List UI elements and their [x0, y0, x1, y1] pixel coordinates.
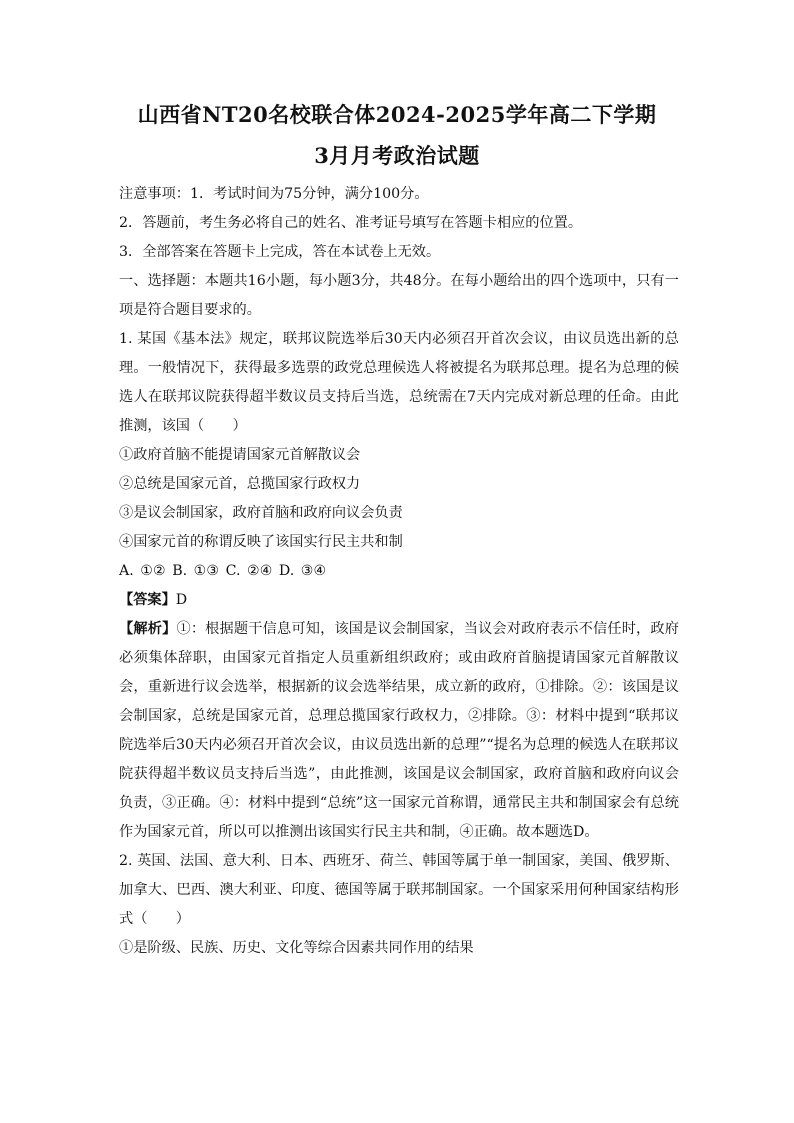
note-2: 2．答题前，考生务必将自己的姓名、准考证号填写在答题卡相应的位置。 — [119, 215, 583, 231]
note-3: 3．全部答案在答题卡上完成，答在本试卷上无效。 — [119, 244, 441, 260]
note-1: 注意事项：1．考试时间为75分钟，满分100分。 — [119, 186, 429, 202]
question-1-stem: 1. 某国《基本法》规定，联邦议院选举后30天内必须召开首次会议，由议员选出新的总理。一般情况下，获得最多选票的政党总理候选人将被提名为联邦总理。提名为总理的候选人在联邦议院获得超半数议员支持后当选，总统需在7天内完成对新总理的任命。由此推测，该国（ ） — [119, 331, 679, 434]
question-1-item-2: ②总统是国家元首，总揽国家行政权力 — [119, 476, 361, 492]
answer-label: 【答案】 — [119, 592, 176, 608]
question-1-item-3: ③是议会制国家，政府首脑和政府向议会负责 — [119, 505, 403, 521]
exam-content — [119, 180, 679, 963]
page-subtitle: 3月月考政治试题 — [314, 143, 480, 168]
question-2-item-1: ①是阶级、民族、历史、文化等综合因素共同作用的结果 — [119, 940, 474, 956]
question-1-analysis — [119, 615, 679, 847]
page-title: 山西省NT20名校联合体2024-2025学年高二下学期 — [137, 102, 657, 127]
question-1-answer — [119, 586, 679, 615]
analysis-label: 【解析】 — [119, 621, 177, 637]
question-1-item-4: ④国家元首的称谓反映了该国实行民主共和制 — [119, 534, 403, 550]
answer-value: D — [175, 592, 188, 608]
analysis-text: ①：根据题干信息可知，该国是议会制国家，当议会对政府表示不信任时，政府必须集体辞职，由国家元首指定人员重新组织政府；或由政府首脑提请国家元首解散议会，重新进行议会选举，根据新的议会选举结果，成立新的政府，①排除。②：该国是议会制国家，总统是国家元首，总理总揽国家行政权力，②排除。③：材料中提到“联邦议院选举后30天内必须召开首次会议，由议员选出新的总理”“提名为总理的候选人在联邦议院获得超半数议员支持后当选”，由此推测，该国是议会制国家，政府首脑和政府向议会负责，③正确。④：材料中提到“总统”这一国家元首称谓，通常民主共和制国家会有总统作为国家元首，所以可以推测出该国实行民主共和制，④正确。故本题选D。 — [119, 621, 679, 840]
question-1-item-1: ①政府首脑不能提请国家元首解散议会 — [119, 447, 361, 463]
section-heading: 一、选择题：本题共16小题，每小题3分，共48分。在每小题给出的四个选项中，只有一项是符合题目要求的。 — [119, 273, 679, 318]
question-1-options: A. ①② B. ①③ C. ②④ D. ③④ — [119, 563, 327, 579]
question-2-stem: 2. 英国、法国、意大利、日本、西班牙、荷兰、韩国等属于单一制国家，美国、俄罗斯、加拿大、巴西、澳大利亚、印度、德国等属于联邦制国家。一个国家采用何种国家结构形式（ ） — [119, 853, 679, 927]
